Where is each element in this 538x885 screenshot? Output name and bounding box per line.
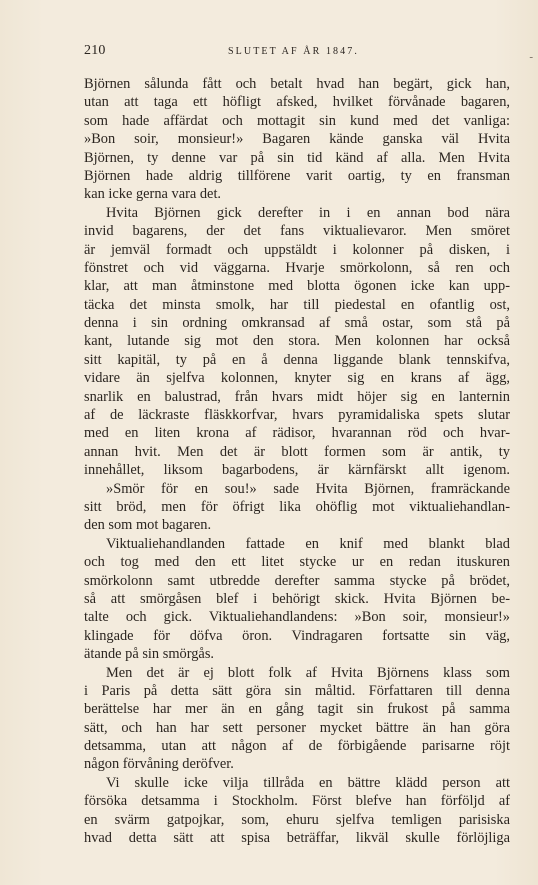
text-line: ätande på sin smörgås. — [84, 646, 215, 663]
text-line: så att smörgåsen blef i behörigt skick. Hvita Björnen be- — [84, 590, 510, 607]
text-line: och tog med den ett litet stycke ur en redan ituskuren — [84, 554, 510, 571]
text-line: sitt bröd, men för öfrigt lika ohöflig mot viktualiehandlan- — [84, 498, 510, 515]
text-line: innehållet, liksom bagarbodens, är kärnfärskt allt igenom. — [84, 462, 510, 479]
text-line: Men det är ej blott folk af Hvita Björnens klass som — [106, 664, 510, 681]
text-line: af de läckraste fläskkorfvar, hvars pyramidaliska spets slutar — [84, 407, 510, 424]
text-line: fönstret och vid väggarna. Hvarje smörkolonn, så ren och — [84, 259, 510, 276]
text-line: invid bagarens, der det fans viktualievaror. Men smöret — [84, 223, 510, 240]
text-line: en svärm gatpojkar, som, ehuru sjelfva temligen parisiska — [84, 811, 510, 828]
text-line: berättelse har mer än en gång tagit sin frukost på samma — [84, 701, 510, 718]
text-line: Björnen hade aldrig tillförene varit oartig, ty en fransman — [84, 167, 510, 184]
text-line: Björnen, ty denne var på sin tid känd af alla. Men Hvita — [84, 149, 510, 166]
text-line: Hvita Björnen gick derefter in i en annan bod nära — [106, 204, 510, 221]
text-line: smörkolonn samt utbredde derefter samma stycke på brödet, — [84, 572, 510, 589]
text-line: talte och gick. Viktualiehandlandens: »Bon soir, monsieur!» — [84, 609, 510, 626]
text-line: Viktualiehandlanden fattade en knif med blankt blad — [106, 535, 510, 552]
text-line: den som mot bagaren. — [84, 517, 212, 534]
page-number: 210 — [84, 43, 106, 58]
text-line: detsamma, utan att någon af de förbigående parisarne röjt — [84, 738, 510, 755]
text-line: i Paris på detta sätt göra sin måltid. Författaren till denna — [84, 682, 510, 699]
text-line: denna i sin ordning omkransad af små ostar, som stå på — [84, 315, 510, 332]
margin-mark: - — [529, 51, 533, 63]
body-text — [84, 75, 510, 847]
text-line: sätt, och han har sett personer mycket bättre än han göra — [84, 719, 510, 736]
text-line: snarlik en balustrad, från hvars midt höjer sig en lanternin — [84, 388, 510, 405]
text-line: vidare än sjelfva kolonnen, knyter sig en krans af ägg, — [84, 370, 510, 387]
text-line: »Bon soir, monsieur!» Bagaren kände ganska väl Hvita — [84, 131, 510, 148]
text-line: kant, lutande sig mot den stora. Men kolonnen har också — [84, 333, 510, 350]
text-line: Björnen sålunda fått och betalt hvad han begärt, gick han, — [84, 76, 510, 92]
text-line: sitt kapitäl, ty på en å denna liggande blank tennskifva, — [84, 351, 510, 368]
text-line: är jemväl formadt och uppstäldt i kolonner på disken, i — [84, 241, 510, 258]
text-line: kan icke gerna vara det. — [84, 186, 222, 203]
text-line: utan att taga ett höfligt afsked, hvilket förvånade bagaren, — [84, 94, 510, 111]
text-line: någon förvåning deröfver. — [84, 756, 234, 773]
text-line: klar, att man åtminstone med blotta ögonen icke kan upp- — [84, 278, 510, 295]
running-head: SLUTET AF ÅR 1847. — [228, 46, 359, 57]
text-line: klingade för döfva öron. Vindragaren fortsatte sin väg, — [84, 627, 510, 644]
text-line: försöka detsamma i Stockholm. Först blefve han förföljd af — [84, 793, 510, 810]
text-line: hvad detta sätt att spisa beträffar, likväl skulle förlöjliga — [84, 830, 510, 847]
text-line: täcka det minsta smolk, har till piedestal en ofantlig ost, — [84, 296, 510, 313]
text-line: annan hvit. Men det är blott formen som är antik, ty — [84, 443, 510, 460]
text-line: med en liten krona af rädisor, hvarannan röd och hvar- — [84, 425, 510, 442]
text-line: »Smör för en sou!» sade Hvita Björnen, framräckande — [106, 480, 510, 497]
text-line: Vi skulle icke vilja tillråda en bättre klädd person att — [106, 774, 510, 791]
page-header — [84, 43, 514, 63]
text-line: som hade affärdat och mottagit sin kund med det vanliga: — [84, 112, 510, 129]
